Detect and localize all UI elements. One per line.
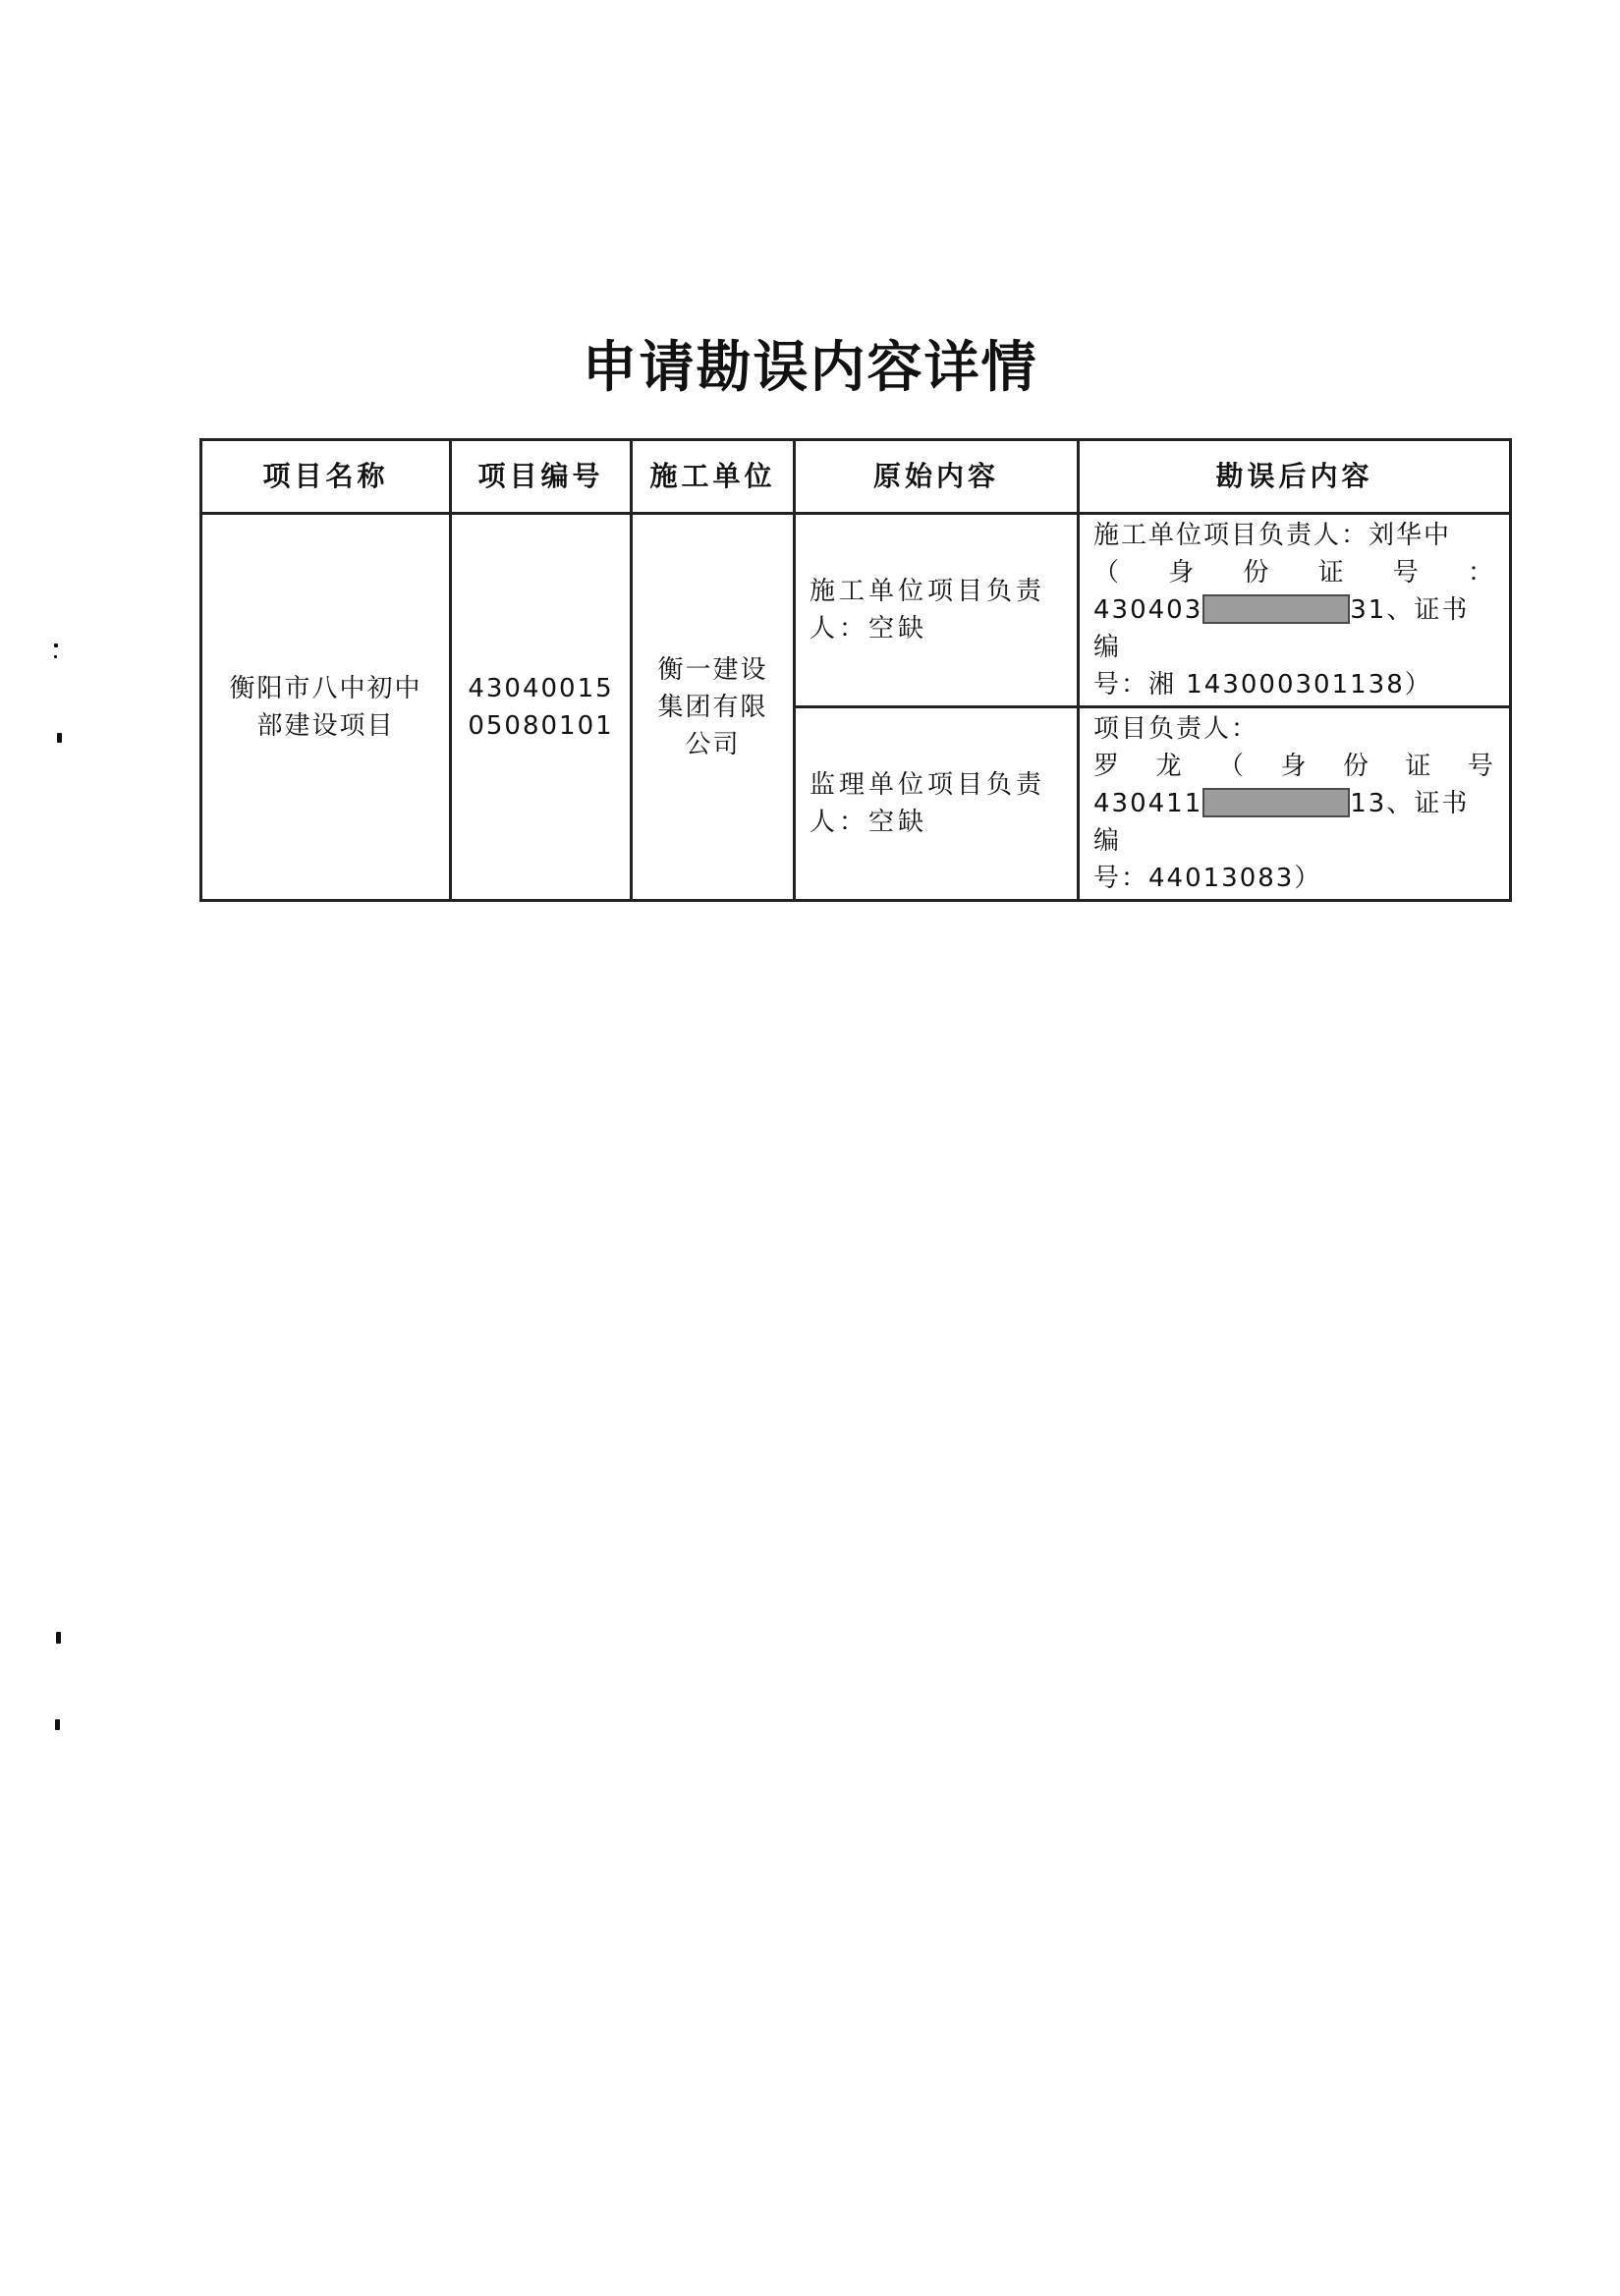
project-code-cell bbox=[451, 514, 632, 901]
certificate-line: 号：44013083） bbox=[1093, 864, 1322, 893]
corrected-spread-line bbox=[1093, 554, 1495, 591]
project-code: 4304001505080101 bbox=[468, 673, 614, 741]
id-prefix: 430403 bbox=[1093, 595, 1203, 625]
header-contractor: 施工单位 bbox=[632, 440, 795, 514]
redaction-box bbox=[1202, 594, 1350, 624]
table-header-row bbox=[201, 440, 1511, 514]
spread-char: 证 bbox=[1405, 752, 1433, 781]
spread-char: 罗 bbox=[1093, 752, 1122, 781]
spread-char: （ bbox=[1217, 752, 1246, 781]
project-name-cell bbox=[201, 514, 451, 901]
page-title: 申请勘误内容详情 bbox=[582, 335, 1038, 400]
original-content-cell bbox=[795, 514, 1079, 707]
spread-char: 身 bbox=[1280, 752, 1309, 781]
redaction-box bbox=[1202, 788, 1350, 817]
header-project-name: 项目名称 bbox=[201, 440, 451, 514]
id-suffix: 31、证书编 bbox=[1093, 595, 1470, 662]
contractor-cell bbox=[632, 514, 795, 901]
certificate-line: 号：湘 143000301138） bbox=[1093, 670, 1432, 700]
corrected-content-cell bbox=[1079, 707, 1511, 901]
id-number-line bbox=[1093, 591, 1495, 666]
header-corrected-content: 勘误后内容 bbox=[1079, 440, 1511, 514]
spread-char: 号 bbox=[1392, 558, 1421, 588]
original-content: 监理单位项目负责人：空缺 bbox=[810, 770, 1046, 837]
header-original-content: 原始内容 bbox=[795, 440, 1079, 514]
spread-char: 份 bbox=[1243, 558, 1271, 588]
spread-char: 份 bbox=[1342, 752, 1370, 781]
id-number-line bbox=[1093, 785, 1495, 860]
scan-speck bbox=[57, 733, 62, 743]
spread-char: 证 bbox=[1317, 558, 1346, 588]
spread-char: ： bbox=[1467, 558, 1495, 588]
corrected-spread-line bbox=[1093, 748, 1495, 785]
scan-speck bbox=[55, 1719, 60, 1730]
spread-char: （ bbox=[1093, 558, 1122, 588]
scan-speck bbox=[56, 1632, 61, 1644]
id-suffix: 13、证书编 bbox=[1093, 789, 1470, 856]
original-content-cell bbox=[795, 707, 1079, 901]
table-row bbox=[201, 514, 1511, 707]
corrected-line: 项目负责人： bbox=[1093, 714, 1259, 744]
corrected-content-cell bbox=[1079, 514, 1511, 707]
project-name: 衡阳市八中初中部建设项目 bbox=[229, 673, 422, 741]
spread-char: 号 bbox=[1467, 752, 1495, 781]
spread-char: 龙 bbox=[1155, 752, 1184, 781]
id-prefix: 430411 bbox=[1093, 789, 1203, 818]
corrected-line: 施工单位项目负责人：刘华中 bbox=[1093, 521, 1452, 550]
scan-speck bbox=[54, 655, 57, 658]
header-project-code: 项目编号 bbox=[451, 440, 632, 514]
scan-speck bbox=[54, 644, 58, 647]
contractor: 衡一建设集团有限公司 bbox=[657, 654, 768, 759]
errata-table bbox=[199, 438, 1512, 902]
spread-char: 身 bbox=[1168, 558, 1197, 588]
original-content: 施工单位项目负责人：空缺 bbox=[810, 577, 1046, 644]
